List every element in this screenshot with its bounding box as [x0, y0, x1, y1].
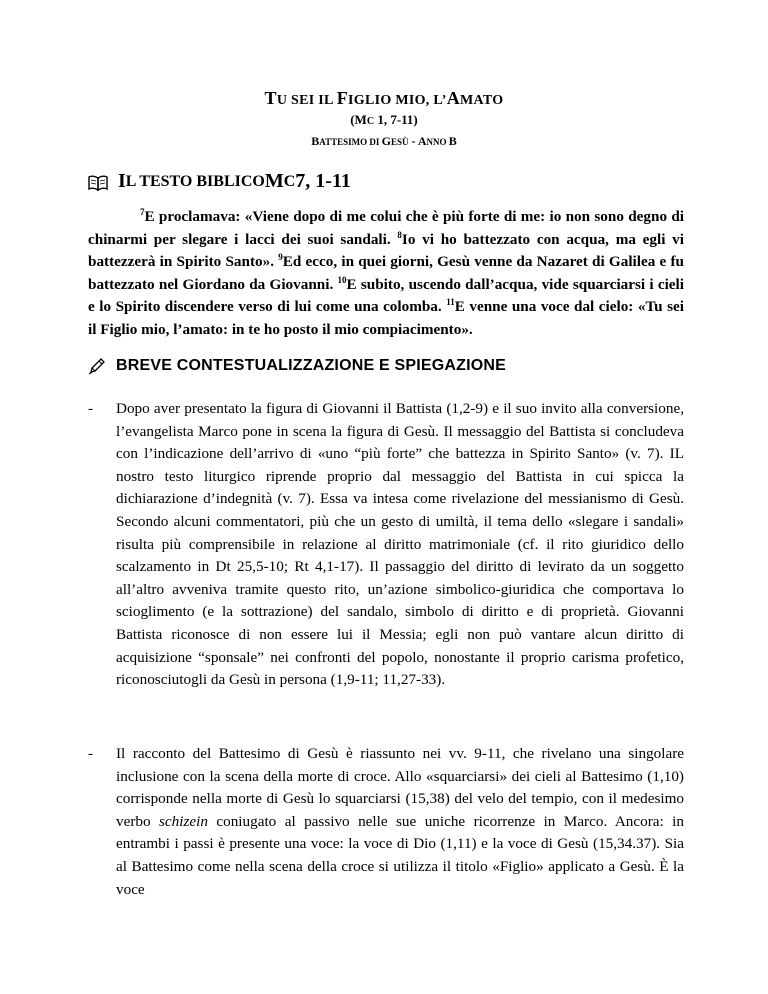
list-dash: - [88, 400, 94, 417]
verse-number: 8 [397, 229, 402, 240]
liturgical-occasion: BATTESIMO DI GESÙ - ANNO B [311, 134, 457, 148]
open-book-icon [88, 174, 108, 190]
section-heading-biblical-text: I L TESTO BIBLICO M C 7, 1-11 [88, 170, 351, 193]
explanation-paragraph: - Il racconto del Battesimo di Gesù è riassunto nei vv. 9-11, che rivelano una singolare inclusione con la scena della morte di croce. Allo «squarciarsi» dei cieli al Battesimo (1,10) corrisponde nella morte di Gesù lo squarciarsi (15,38) del velo del tempio, con il medesimo verbo schizein coniugato al passivo nelle sue uniche ricorrenze in Marco. Ancora: in entrambi i passi è presente una voce: la voce di Dio (1,11) e la voce di Gesù (15,34.37). Sia al Battesimo come nella scena della croce si utilizza il titolo «Figlio» applicato a Gesù. È la voce [88, 745, 684, 898]
verse-number: 11 [446, 297, 455, 308]
scripture-reference: (MC 1, 7-11) [350, 112, 418, 127]
verse-text: Io vi ho battezzato con acqua, ma egli vi battezzerà in Spirito Santo». [88, 230, 684, 271]
section-heading-explanation: BREVE CONTESTUALIZZAZIONE E SPIEGAZIONE [88, 357, 506, 375]
verse-text: E subito, uscendo dall’acqua, vide squarciarsi i cieli e lo Spirito discendere verso di lui come una colomba. [88, 275, 684, 316]
pen-icon [88, 357, 106, 375]
verse-number: 7 [140, 206, 145, 217]
verse-text: E proclamava: «Viene dopo di me colui che è più forte di me: io non sono degno di chinarmi per slegare i lacci dei suoi sandali. [88, 208, 684, 248]
explanation-paragraph: - Dopo aver presentato la figura di Giovanni il Battista (1,2-9) e il suo invito alla conversione, l’evangelista Marco pone in scena la figura di Gesù. Il messaggio del Battista si concludeva con l’indicazione dell’arrivo di «uno “più forte” che battezza in Spirito Santo» (v. 7). IL nostro testo liturgico riprende proprio dal messaggio del Battista in cui spicca la dichiarazione d’indegnità (v. 7). Essa va intesa come rivelazione del messianismo di Gesù. Secondo alcuni commentatori, più che un gesto di umiltà, il tema dello «slegare i sandali» risulta più comprensibile in relazione al diritto matrimoniale (cf. il rito giuridico dello scalzamento in Dt 25,5-10; Rt 4,1-17). Il passaggio del diritto di levirato da un soggetto all’altro avveniva tramite questo rito, un’azione simbolico-giuridica che comportava lo scioglimento (e la sottrazione) del sandalo, simbolo di diritto e di proprietà. Giovanni Battista riconosce di non essere lui il Messia; egli non può vantare alcun diritto di acquisizione “sponsale” nei confronti del popolo, nonostante il proprio carisma profetico, riconosciutogli da Gesù in persona (1,9-11; 11,27-33). [88, 400, 684, 689]
biblical-text [88, 206, 684, 342]
document-title: TU SEI IL FIGLIO MIO, L’AMATO [264, 88, 504, 108]
list-dash: - [88, 745, 94, 762]
verse-number: 9 [278, 252, 283, 263]
verse-number: 10 [337, 274, 347, 285]
verse-text: Ed ecco, in quei giorni, Gesù venne da Nazaret di Galilea e fu battezzato nel Giordano da Giovanni. [88, 253, 685, 293]
verse-text: E venne una voce dal cielo: «Tu sei il Figlio mio, l’amato: in te ho posto il mio compiacimento». [88, 298, 684, 338]
